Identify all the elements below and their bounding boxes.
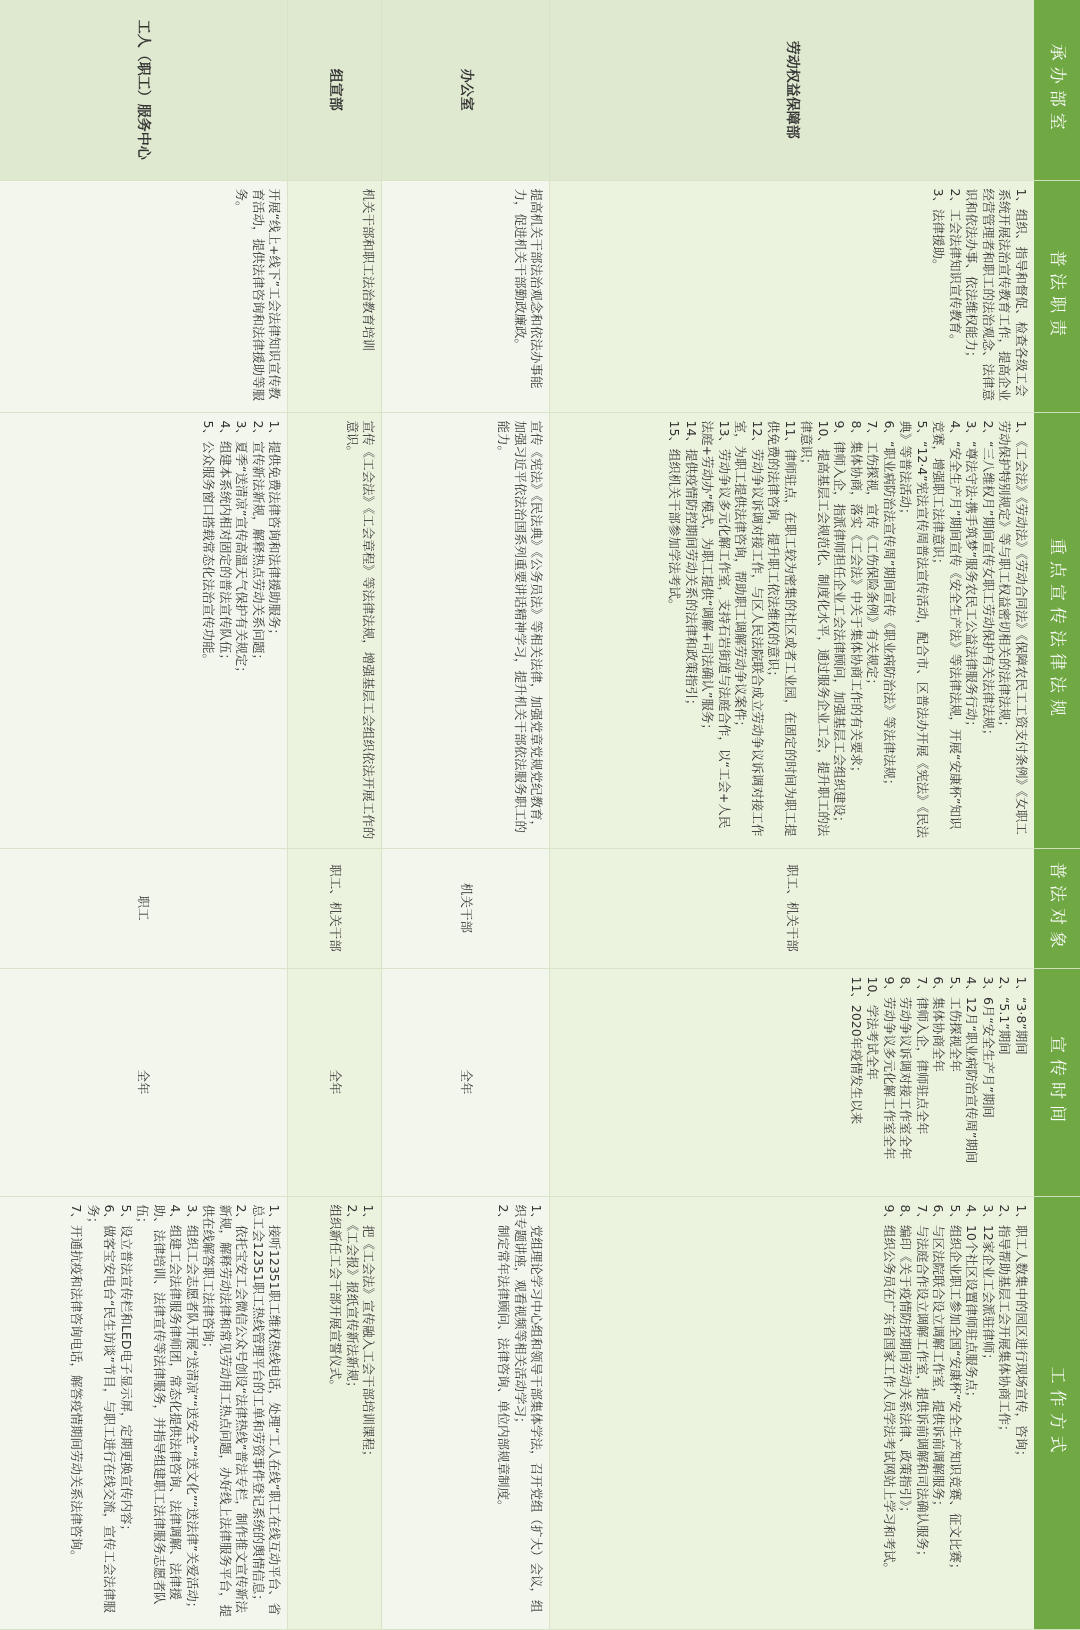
laws-line: 11、律师驻点，在职工较为密集的社区或者工业园，在固定的时间为职工提供免费的法律咨询，提升职工依法维权的意识； bbox=[766, 420, 798, 837]
laws-line: 3、“尊法守法·携手筑梦”服务农民工公益法律服务行动； bbox=[964, 420, 980, 733]
method-cell bbox=[288, 1196, 382, 1629]
laws-line: 9、律师入企，指派律师担任企业工会法律顾问，加强基层工会组织建设； bbox=[832, 420, 848, 829]
laws-line: 4、“安全生产月”期间宣传《安全生产法》等法律法规，开展“安康杯”知识竞赛，增强职工法律意识； bbox=[931, 420, 963, 830]
duty-line: 2、工会法律知识宣传教育。 bbox=[948, 188, 963, 347]
method-line: 2、依托宝安工会微信公众号创设“法律热线”普法专栏，制作推文宣传新法新规，解释劳动法律和常见劳动用工热点问题，办好线上法律服务平台，提供在线解答职工法律咨询； bbox=[201, 1204, 250, 1618]
target-cell: 职工、机关干部 bbox=[288, 848, 382, 968]
laws-line: 1、《工会法》《劳动法》《劳动合同法》《保障农民工工资支付条例》《女职工劳动保护特别规定》等与职工权益密切相关的法律法规； bbox=[997, 420, 1029, 835]
laws-line: 12、劳动争议诉调对接工作，与区人民法院联合成立劳动争议诉调对接工作室，为职工提供法律咨询，帮助职工调解劳动争议案件； bbox=[733, 420, 765, 837]
duty-line: 开展“线上+线下”工会法律知识宣传教育活动，提供法律咨询和法律援助等服务。 bbox=[234, 188, 283, 402]
time-cell bbox=[550, 968, 1034, 1196]
time-line: 8、劳动争议诉调对接工作室全年 bbox=[898, 976, 914, 1160]
time-cell bbox=[288, 968, 382, 1196]
laws-cell bbox=[382, 412, 550, 848]
laws-line: 宣传《宪法》《民法典》《公务员法》等相关法律，加强党章党规党纪教育，加强习近平依法治国系列重要讲话精神学习，提升机关干部依法服务职工的能力。 bbox=[496, 420, 545, 834]
method-line: 3、组织工会志愿者队开展“送清凉”“送安全”“送文化”“送法律”关爱活动； bbox=[185, 1204, 200, 1615]
method-line: 2、指导帮助基层工会开展集体协商工作； bbox=[997, 1204, 1013, 1438]
method-cell bbox=[0, 1196, 288, 1629]
duty-line: 提高机关干部法治观念和依法办事能力，促进机关干部勤政廉政。 bbox=[513, 188, 545, 389]
laws-line: 15、组织机关干部参加学法考试。 bbox=[667, 420, 683, 612]
method-line: 5、组织企业职工参加全国“安康杯”安全生产知识竞赛、征文比赛； bbox=[948, 1204, 963, 1576]
laws-line: 3、夏季“送清凉”宣传高温天气保护有关规定； bbox=[234, 420, 250, 679]
laws-cell bbox=[550, 412, 1034, 848]
time-line: 4、12月“职业病防治宣传周”期间 bbox=[964, 976, 980, 1164]
laws-line: 7、工伤探视，宣传《工伤保险条例》有关规定； bbox=[865, 420, 881, 691]
method-line: 6、做客宝安电台“民生访谈”节目，与职工进行在线交流，宣传工会法律服务； bbox=[86, 1204, 118, 1613]
laws-line: 5、公众服务窗口搭载常态化法治宣传功能。 bbox=[201, 420, 217, 666]
time-line: 1、“3·8”期间 bbox=[1014, 976, 1029, 1055]
method-line: 1、职工人数集中的园区进行现场宣传，咨询； bbox=[1014, 1204, 1029, 1463]
laws-line: 4、组建本系统内相对固定的普法宣传队伍； bbox=[218, 420, 233, 666]
time-line: 2、“5.1”期间 bbox=[997, 976, 1013, 1055]
dept-cell: 组宣部 bbox=[288, 0, 382, 180]
header-time: 宣传时间 bbox=[1034, 968, 1080, 1196]
table-row bbox=[550, 0, 1034, 1629]
header-target: 普法对象 bbox=[1034, 848, 1080, 968]
laws-line: 5、“12·4”宪法宣传周普法宣传活动，配合市、区普法办开展《宪法》《民法典》等普法活动； bbox=[898, 420, 930, 838]
time-line: 10、学法考试全年 bbox=[865, 976, 881, 1080]
duty-line: 1、组织、指导和督促、检查各级工会系统开展法治宣传教育工作，提高企业经营管理者和职工的法治观念、法律意识和依法办事、依法维权能力； bbox=[964, 188, 1029, 402]
dept-cell: 劳动权益保障部 bbox=[550, 0, 1034, 180]
time-line: 9、劳动争议多元化解工作室全年 bbox=[882, 976, 897, 1160]
time-line: 3、6月“安全生产月”期间 bbox=[981, 976, 996, 1118]
table-header-row bbox=[1034, 0, 1080, 1629]
method-line: 4、组建工会法律服务律师团，常态化提供法律咨询、法律调解、法律援助、法律培训、法律宣传等法律服务，并指导组建职工法律服务志愿者队伍； bbox=[135, 1204, 184, 1605]
laws-line: 8、集体协商，落实《工会法》中关于集体协商工作的有关要求； bbox=[849, 420, 864, 779]
duty-cell bbox=[0, 180, 288, 412]
duty-cell bbox=[288, 180, 382, 412]
method-line: 9、组织公务员在广东省国家工作人员学法考试网站上学习和考试。 bbox=[882, 1204, 897, 1575]
method-line: 1、党组理论学习中心组和领导干部集体学法，召开党组（扩大）会议，组织专题讲座，观看视频等相关活动学习； bbox=[513, 1204, 545, 1613]
method-line: 2、制定常年法律顾问、法律咨询、单位内部规章制度。 bbox=[496, 1204, 512, 1513]
header-laws: 重点宣传法律法规 bbox=[1034, 412, 1080, 848]
time-cell bbox=[0, 968, 288, 1196]
duty-cell bbox=[382, 180, 550, 412]
dept-cell: 工人（职工）服务中心 bbox=[0, 0, 288, 180]
laws-cell bbox=[288, 412, 382, 848]
duty-line: 机关干部和职工法治教育培训 bbox=[361, 188, 377, 352]
laws-line: 6、“职业病防治法宣传周”期间宣传《职业病防治法》等法律法规； bbox=[882, 420, 897, 792]
target-cell: 职工 bbox=[0, 848, 288, 968]
method-cell bbox=[382, 1196, 550, 1629]
method-line: 1、接听12351职工维权热线电话，处理“工人在线”职工在线互动平台、省总工会12351职工热线管理平台的工单和劳资事件登记系统的舆情信息； bbox=[251, 1204, 283, 1616]
time-line: 11、2020年疫情发生以来 bbox=[849, 976, 864, 1125]
time-line: 全年 bbox=[328, 1069, 344, 1095]
method-line: 8、编印《关于疫情防控期间劳动关系法律、政策指引》； bbox=[898, 1204, 914, 1519]
target-cell: 机关干部 bbox=[382, 848, 550, 968]
method-line: 组织新任工会干部开展宣誓仪式。 bbox=[328, 1204, 344, 1393]
time-line: 5、工伤探视全年 bbox=[948, 976, 963, 1072]
method-line: 7、与法庭合作设立调解工作室，提供诉前调解和司法确认服务； bbox=[915, 1204, 930, 1563]
header-dept: 承办部室 bbox=[1034, 0, 1080, 180]
table-row bbox=[382, 0, 550, 1629]
time-line: 全年 bbox=[459, 1069, 475, 1095]
laws-line: 10、提高基层工会规范化、制度化水平，通过服务企业工会，提升职工的法律意识； bbox=[799, 420, 831, 837]
duty-line: 3、法律援助。 bbox=[931, 188, 947, 272]
laws-line: 2、宣传新法新规，解释热点劳动关系问题； bbox=[251, 420, 266, 666]
dept-cell: 办公室 bbox=[382, 0, 550, 180]
time-line: 7、律师入企，律师驻点全年 bbox=[915, 976, 930, 1135]
laws-line: 13、劳动争议多元化解工作室，支持石岩街道与法庭合作，以“工会+人民法庭+劳动办”模式，为职工提供“调解+司法确认”服务； bbox=[700, 420, 732, 829]
laws-cell bbox=[0, 412, 288, 848]
time-line: 全年 bbox=[136, 1069, 152, 1095]
laws-line: 1、提供免费法律咨询和法律援助服务； bbox=[267, 420, 283, 641]
laws-line: 2、“三八维权月”期间宣传女职工劳动保护有关法律法规； bbox=[981, 420, 996, 742]
time-cell bbox=[382, 968, 550, 1196]
time-line: 6、集体协商全年 bbox=[931, 976, 947, 1072]
method-line: 3、12家企业工会派驻律师； bbox=[981, 1204, 996, 1366]
method-line: 5、设立普法宣传栏和LED电子显示屏，定期更换宣传内容； bbox=[119, 1204, 134, 1537]
method-line: 4、10个社区设置律师驻点服务点； bbox=[964, 1204, 980, 1404]
table-row bbox=[288, 0, 382, 1629]
method-line: 7、开通抗疫和法律咨询电话，解答疫情期间劳动关系法律咨询。 bbox=[69, 1204, 85, 1563]
duty-cell bbox=[550, 180, 1034, 412]
method-cell bbox=[550, 1196, 1034, 1629]
method-line: 1、把《工会法》宣传融入工会干部培训课程； bbox=[361, 1204, 377, 1463]
target-cell: 职工、机关干部 bbox=[550, 848, 1034, 968]
method-line: 2、《工会报》报纸宣传新法新规； bbox=[345, 1204, 360, 1394]
table-row bbox=[0, 0, 288, 1629]
laws-line: 宣传《工会法》《工会章程》等法律法规，增强基层工会组织依法开展工作的意识。 bbox=[345, 420, 377, 840]
header-method: 工作方式 bbox=[1034, 1196, 1080, 1629]
method-line: 6、与区法院联合设立调解工作室，提供诉前调解服务； bbox=[931, 1204, 947, 1513]
laws-line: 14、提供疫情防控期间劳动关系的法律和政策指引； bbox=[684, 420, 699, 712]
header-duty: 普法职责 bbox=[1034, 180, 1080, 412]
